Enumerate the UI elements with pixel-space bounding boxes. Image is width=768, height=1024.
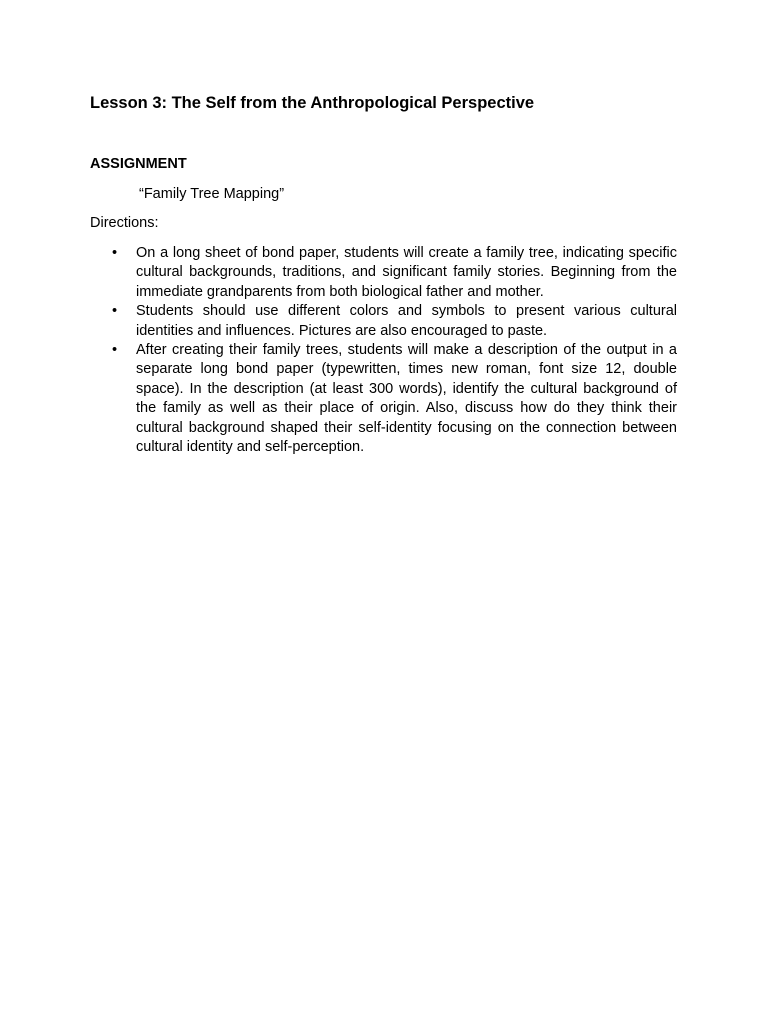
bullet-icon: • <box>112 342 118 359</box>
directions-item-text: After creating their family trees, students will make a description of the output in a separate long bond paper (typewritten, times new roman, font size 12, double space). In the description (at least 300 words), identify the cultural background of the family as well as their place of origin. Also, discuss how do they think their cultural background shaped their self-identity focusing on the connection between cultural identity and self-perception. <box>136 342 677 456</box>
assignment-name: “Family Tree Mapping” <box>139 186 285 202</box>
directions-item <box>112 302 677 341</box>
directions-list <box>112 244 677 457</box>
directions-item-text: Students should use different colors and symbols to present various cultural identities and influences. Pictures are also encouraged to paste. <box>136 303 677 339</box>
directions-label: Directions: <box>90 215 159 231</box>
assignment-heading: ASSIGNMENT <box>90 156 187 172</box>
lesson-title: Lesson 3: The Self from the Anthropological Perspective <box>90 94 535 112</box>
directions-item-text: On a long sheet of bond paper, students will create a family tree, indicating specific cultural backgrounds, traditions, and significant family stories. Beginning from the immediate grandparents from both biological father and mother. <box>136 245 677 300</box>
directions-item <box>112 341 677 457</box>
bullet-icon: • <box>112 245 118 261</box>
bullet-icon: • <box>112 303 118 320</box>
directions-item <box>112 244 677 302</box>
